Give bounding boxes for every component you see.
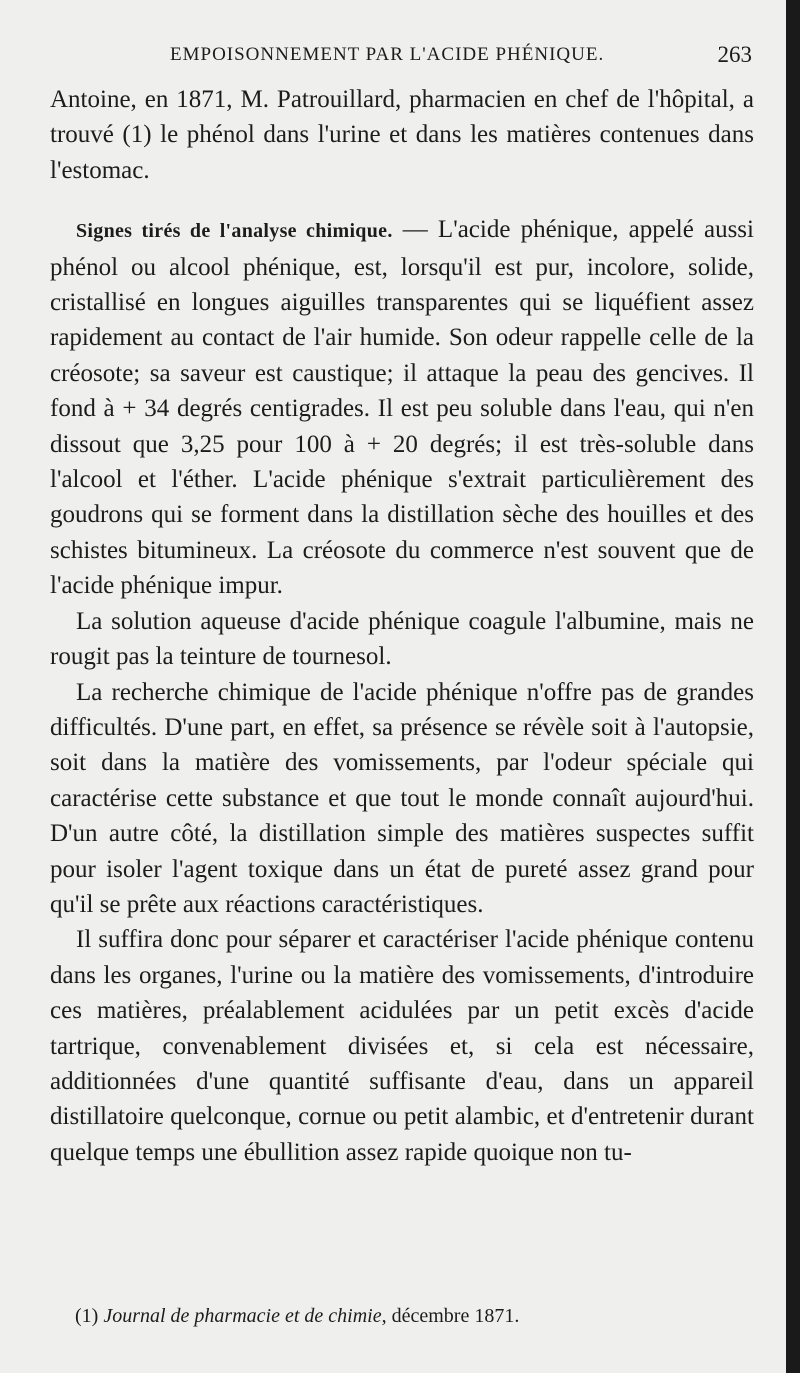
page-header bbox=[52, 44, 752, 74]
paragraph-2 bbox=[50, 212, 754, 603]
running-title: EMPOISONNEMENT PAR L'ACIDE PHÉNIQUE. bbox=[170, 44, 605, 65]
paragraph-3: La solution aqueuse d'acide phénique coagule l'albumine, mais ne rougit pas la teinture de tournesol. bbox=[50, 607, 754, 671]
page-number: 263 bbox=[717, 42, 752, 67]
footnote-source: Journal de pharmacie et de chimie bbox=[103, 1305, 382, 1327]
paragraph-5: Il suffira donc pour séparer et caractériser l'acide phénique contenu dans les organes, l'urine ou la matière des vomissements, d'introduire ces matières, préalablement acidulées par un petit excès d'acide tartrique, convenablement divisées et, si cela est nécessaire, additionnées d'une quantité suffisante d'eau, dans un appareil distillatoire quelconque, cornue ou petit alambic, et d'entretenir durant quelque temps une ébullition assez rapide quoique non tu- bbox=[50, 926, 754, 1166]
section-heading: Signes tirés de l'analyse chimique. bbox=[76, 220, 393, 243]
footnote-marker: (1) bbox=[75, 1305, 104, 1327]
paragraph-1: Antoine, en 1871, M. Patrouillard, pharmacien en chef de l'hôpital, a trouvé (1) le phénol dans l'urine et dans les matières contenues dans l'estomac. bbox=[50, 86, 754, 184]
paragraph-4: La recherche chimique de l'acide phénique n'offre pas de grandes difficultés. D'une part, en effet, sa présence se révèle soit à l'autopsie, soit dans la matière des vomissements, par l'odeur spéciale qui caractérise cette substance et que tout le monde connaît aujourd'hui. D'un autre côté, la distillation simple des matières suspectes suffit pour isoler l'agent toxique dans un état de pureté assez grand pour qu'il se prête aux réactions caractéristiques. bbox=[50, 678, 754, 918]
body-text bbox=[50, 82, 754, 1170]
page-edge-shadow bbox=[786, 0, 800, 1373]
paragraph-2-body: — L'acide phénique, appelé aussi phénol ou alcool phénique, est, lorsqu'il est pur, incolore, solide, cristallisé en longues aiguilles transparentes qui se liquéfient assez rapidement au contact de l'air humide. Son odeur rappelle celle de la créosote; sa saveur est caustique; il attaque la peau des gencives. Il fond à + 34 degrés centigrades. Il est peu soluble dans l'eau, qui n'en dissout que 3,25 pour 100 à + 20 degrés; il est très-soluble dans l'alcool et l'éther. L'acide phénique s'extrait particulièrement des goudrons qui se forment dans la distillation sèche des houilles et des schistes bitumineux. La créosote du commerce n'est souvent que de l'acide phénique impur. bbox=[50, 216, 754, 600]
footnote bbox=[75, 1303, 755, 1329]
footnote-date: , décembre 1871. bbox=[381, 1305, 520, 1327]
